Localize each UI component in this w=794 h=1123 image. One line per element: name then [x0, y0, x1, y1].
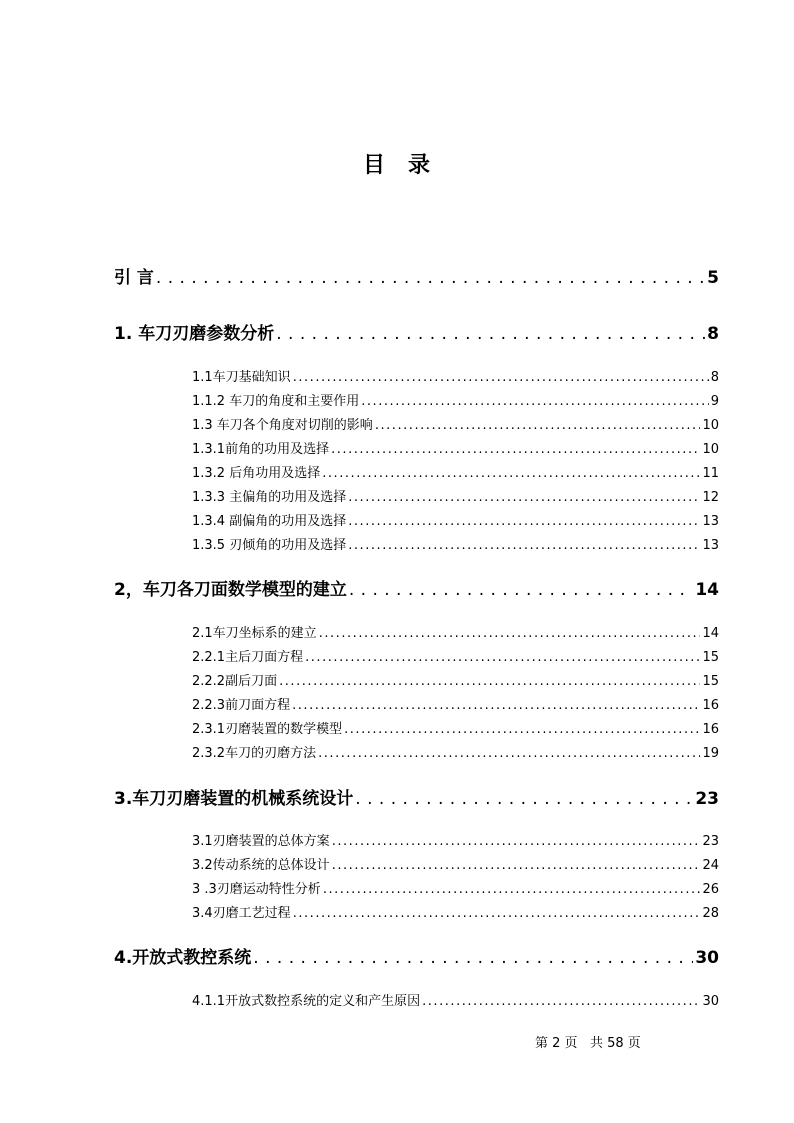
leader-dots	[293, 906, 701, 921]
toc-entry[interactable]	[192, 878, 719, 897]
toc-entry[interactable]	[114, 943, 719, 968]
leader-dots	[361, 394, 709, 409]
toc-entry-label: 1. 车刀刃磨参数分析	[114, 324, 275, 344]
leader-dots	[422, 994, 700, 1009]
toc-entry-page: 9	[710, 394, 719, 409]
toc-entry[interactable]	[192, 438, 719, 457]
toc-entry[interactable]	[192, 646, 719, 665]
toc-entry-label: 引 言	[114, 268, 154, 288]
leader-dots	[279, 674, 700, 689]
toc-entry[interactable]	[192, 990, 719, 1009]
toc-entry-page: 13	[702, 514, 719, 529]
toc-entry-page: 14	[695, 580, 719, 600]
leader-dots	[293, 370, 709, 385]
toc-entry-page: 28	[702, 906, 719, 921]
leader-dots	[348, 514, 700, 529]
toc-entry-page: 10	[702, 442, 719, 457]
leader-dots	[156, 268, 705, 288]
toc-entry-label: 1.3.4 副偏角的功用及选择	[192, 514, 347, 529]
toc-entry-label: 3.1刃磨装置的总体方案	[192, 834, 330, 849]
toc-entry-label: 2.2.2副后刀面	[192, 674, 278, 689]
toc-entry[interactable]	[192, 390, 719, 409]
toc-entry-page: 15	[702, 674, 719, 689]
toc-entry-label: 3.2传动系统的总体设计	[192, 858, 330, 873]
toc-entry-label: 1.1车刀基础知识	[192, 370, 291, 385]
toc-entry[interactable]	[192, 622, 719, 641]
page-title	[0, 148, 794, 179]
toc-entry-page: 10	[702, 418, 719, 433]
toc-entry-label: 1.3.2 后角功用及选择	[192, 466, 321, 481]
toc-entry-label: 2，车刀各刀面数学模型的建立	[114, 580, 347, 600]
toc-entry-label: 1.3.1前角的功用及选择	[192, 442, 330, 457]
toc-entry-page: 26	[702, 882, 719, 897]
toc-entry[interactable]	[192, 486, 719, 505]
toc-entry[interactable]	[192, 854, 719, 873]
leader-dots	[319, 626, 701, 641]
leader-dots	[276, 324, 705, 344]
toc-entry-label: 2.1车刀坐标系的建立	[192, 626, 317, 641]
toc-entry[interactable]	[192, 510, 719, 529]
toc-entry[interactable]	[192, 694, 719, 713]
leader-dots	[292, 698, 700, 713]
toc-entry-label: 1.3.5 刃倾角的功用及选择	[192, 538, 347, 553]
toc-entry-page: 30	[695, 948, 719, 968]
leader-dots	[375, 418, 701, 433]
leader-dots	[348, 538, 700, 553]
leader-dots	[344, 722, 700, 737]
toc-entry-page: 16	[702, 698, 719, 713]
toc-entry-label: 3.车刀刃磨装置的机械系统设计	[114, 789, 354, 809]
footer-total-pages: 共 58 页	[589, 1036, 641, 1051]
toc-entry-page: 13	[702, 538, 719, 553]
toc-entry-label: 1.3.3 主偏角的功用及选择	[192, 490, 347, 505]
toc-entry-label: 1.1.2 车刀的角度和主要作用	[192, 394, 360, 409]
toc-entry-page: 5	[707, 268, 719, 288]
toc-entry-page: 8	[707, 324, 719, 344]
toc-entry[interactable]	[192, 830, 719, 849]
footer-page-number: 第 2 页	[535, 1036, 578, 1051]
leader-dots	[323, 882, 701, 897]
toc-entry[interactable]	[114, 784, 719, 809]
toc-entry-label: 4.开放式教控系统	[114, 948, 252, 968]
toc-entry-label: 2.2.1主后刀面方程	[192, 650, 304, 665]
toc-entry[interactable]	[114, 575, 719, 600]
toc-entry-page: 30	[702, 994, 719, 1009]
toc-entry-page: 11	[702, 466, 719, 481]
leader-dots	[318, 746, 700, 761]
toc-entry-page: 23	[695, 789, 719, 809]
toc-entry-label: 2.2.3前刀面方程	[192, 698, 291, 713]
leader-dots	[305, 650, 700, 665]
title-part-2: 录	[408, 153, 432, 178]
toc-entry[interactable]	[192, 462, 719, 481]
leader-dots	[332, 834, 701, 849]
toc-entry[interactable]	[192, 534, 719, 553]
leader-dots	[348, 490, 700, 505]
toc-entry-label: 4.1.1开放式数控系统的定义和产生原因	[192, 994, 421, 1009]
toc-entry-page: 15	[702, 650, 719, 665]
leader-dots	[331, 442, 700, 457]
toc-entry-page: 14	[702, 626, 719, 641]
title-part-1: 目	[362, 153, 386, 178]
toc-entry-page: 19	[702, 746, 719, 761]
toc-entry-label: 3 .3刃磨运动特性分析	[192, 882, 321, 897]
toc-entry[interactable]	[192, 670, 719, 689]
toc-entry[interactable]	[192, 718, 719, 737]
toc-entry-label: 2.3.2车刀的刃磨方法	[192, 746, 317, 761]
toc-entry-page: 16	[702, 722, 719, 737]
toc-entry[interactable]	[114, 263, 719, 288]
leader-dots	[332, 858, 701, 873]
toc-entry-page: 12	[702, 490, 719, 505]
toc-entry[interactable]	[192, 742, 719, 761]
toc-entry-page: 24	[702, 858, 719, 873]
toc-entry[interactable]	[192, 902, 719, 921]
toc-entry-page: 23	[702, 834, 719, 849]
page-footer	[535, 1032, 641, 1051]
toc-entry[interactable]	[114, 319, 719, 344]
toc-entry-label: 3.4刃磨工艺过程	[192, 906, 291, 921]
toc-entry[interactable]	[192, 366, 719, 385]
leader-dots	[322, 466, 700, 481]
leader-dots	[349, 580, 694, 600]
toc-entry-page: 8	[710, 370, 719, 385]
leader-dots	[253, 948, 693, 968]
leader-dots	[355, 789, 693, 809]
toc-entry-label: 2.3.1刃磨装置的数学模型	[192, 722, 343, 737]
toc-entry-label: 1.3 车刀各个角度对切削的影响	[192, 418, 373, 433]
toc-entry[interactable]	[192, 414, 719, 433]
